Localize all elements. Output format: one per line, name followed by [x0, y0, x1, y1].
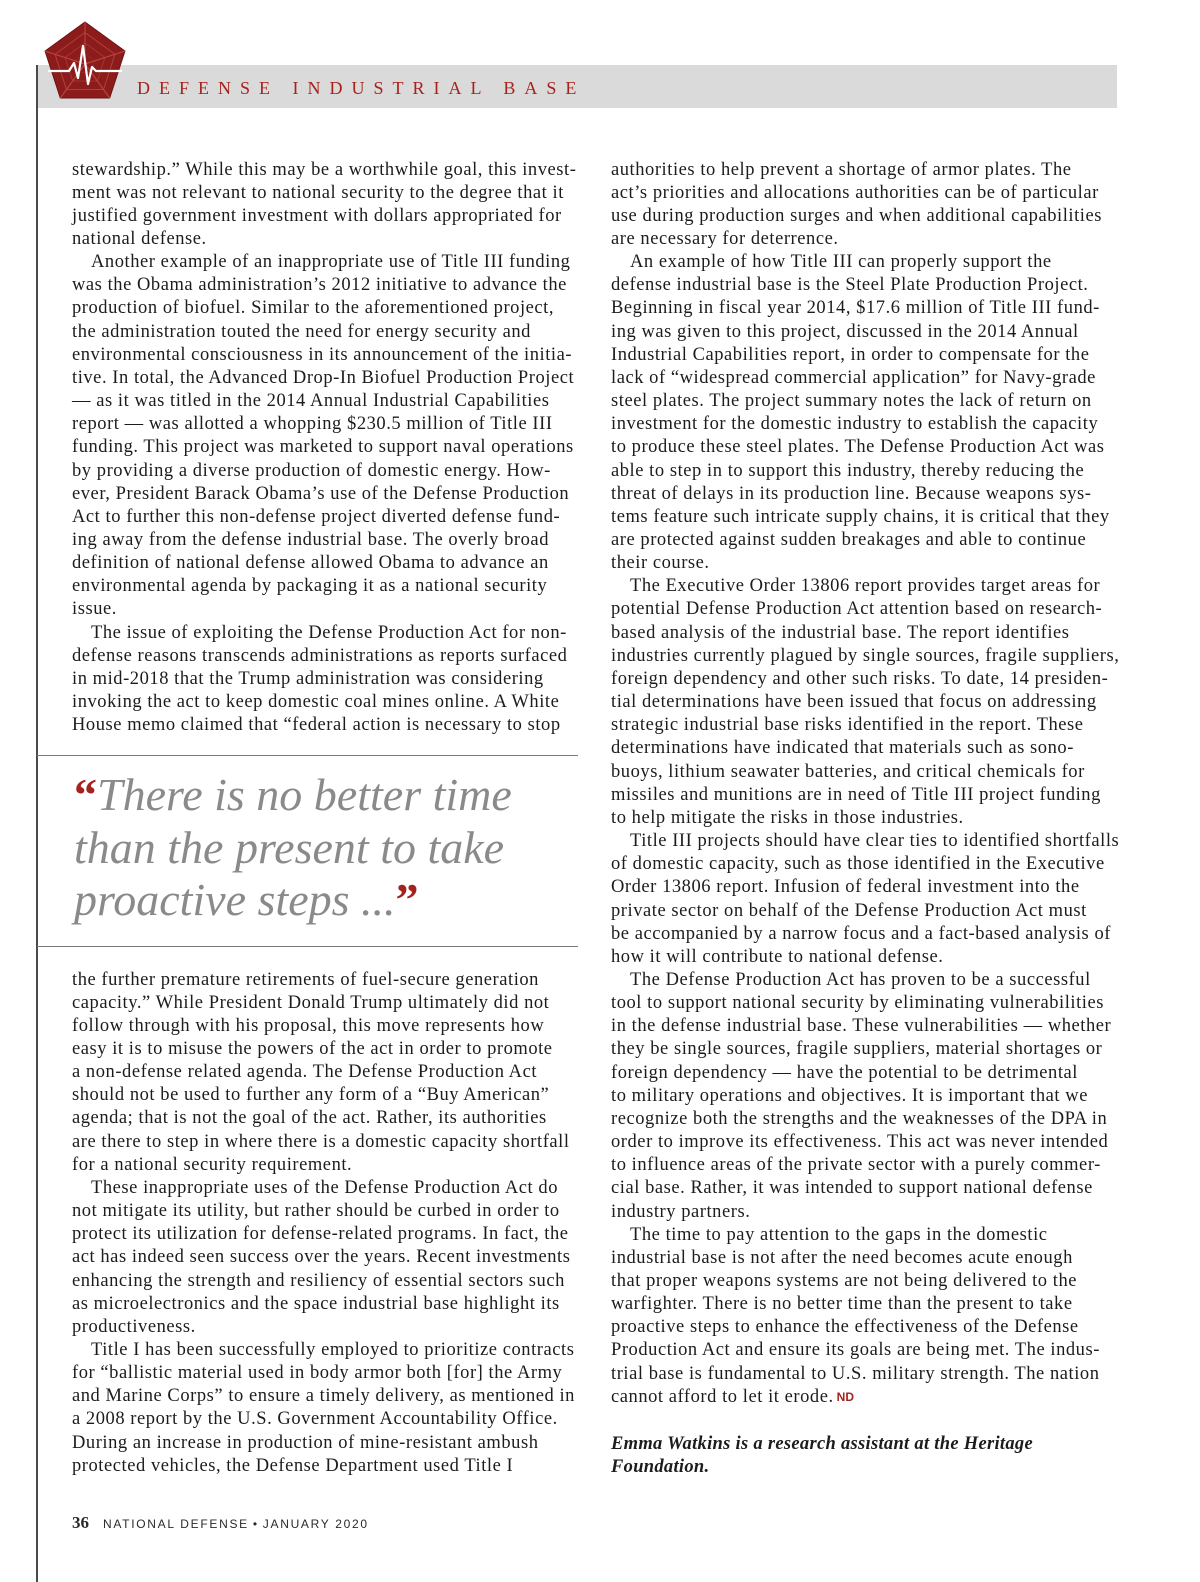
page-footer	[72, 1512, 369, 1534]
text-line	[611, 1386, 1117, 1409]
pull-quote-text: than the present to take	[74, 821, 505, 873]
text-line: industrial base is not after the need becomes acute enough	[611, 1247, 1073, 1268]
pull-quote-rule-top	[37, 755, 578, 756]
pull-quote-line	[74, 874, 512, 927]
text-line: ment was not relevant to national security to the degree that it	[72, 182, 564, 203]
text-line: was the Obama administration’s 2012 initiative to advance the	[72, 275, 567, 296]
text-line: act’s priorities and allocations authorities can be of particular	[611, 182, 1099, 203]
text-line: in mid-2018 that the Trump administration was considering	[72, 668, 544, 689]
text-line: buoys, lithium seawater batteries, and critical chemicals for	[611, 761, 1085, 782]
text-line: for “ballistic material used in body armor both [for] the Army	[72, 1363, 563, 1384]
text-line: capacity.” While President Donald Trump ultimately did not	[72, 992, 550, 1013]
text-line: not mitigate its utility, but rather should be curbed in order to	[72, 1201, 560, 1222]
text-line: stewardship.” While this may be a worthwhile goal, this invest-	[72, 159, 577, 180]
pentagon-logo-icon	[42, 18, 128, 104]
text-line: agenda; that is not the goal of the act. Rather, its authorities	[72, 1108, 547, 1129]
text-line: act has indeed seen success over the years. Recent investments	[72, 1247, 571, 1268]
close-quote-mark: ”	[395, 874, 419, 925]
text-line: enhancing the strength and resiliency of essential sectors such	[72, 1270, 565, 1291]
text-line: industry partners.	[611, 1201, 751, 1222]
text-line: Production Act and ensure its goals are being met. The indus-	[611, 1340, 1100, 1361]
text-line: ing was given to this project, discussed in the 2014 Annual	[611, 321, 1079, 342]
text-line: authorities to help prevent a shortage of armor plates. The	[611, 159, 1072, 180]
text-line: be accompanied by a narrow focus and a fact-based analysis of	[611, 923, 1111, 944]
paragraph	[72, 1177, 578, 1339]
text-line: of domestic capacity, such as those identified in the Executive	[611, 854, 1105, 875]
text-line: issue.	[72, 599, 117, 620]
text-line: report — was allotted a whopping $230.5 million of Title III	[72, 414, 553, 435]
text-line: to help mitigate the risks in those industries.	[611, 807, 964, 828]
text-line: the further premature retirements of fuel-secure generation	[72, 969, 539, 990]
text-line: order to improve its effectiveness. This act was never intended	[611, 1132, 1109, 1153]
text-line: by providing a diverse production of domestic energy. How-	[72, 460, 551, 481]
text-line: House memo claimed that “federal action is necessary to stop	[72, 715, 561, 736]
open-quote-mark: “	[74, 769, 97, 820]
right-column	[611, 159, 1120, 1409]
text-line: should not be used to further any form of a “Buy American”	[72, 1085, 550, 1106]
pull-quote-text: proactive steps ...	[74, 874, 396, 925]
text-line: invoking the act to keep domestic coal mines online. A White	[72, 692, 560, 713]
text-line: Order 13806 report. Infusion of federal investment into the	[611, 877, 1080, 898]
paragraph	[72, 1339, 578, 1478]
text-line: strategic industrial base risks identified in the report. These	[611, 715, 1084, 736]
end-of-article-mark: ND	[836, 1389, 855, 1404]
pull-quote	[74, 769, 512, 927]
text-line: Act to further this non-defense project diverted defense fund-	[72, 506, 561, 527]
text-line: as microelectronics and the space industrial base highlight its	[72, 1293, 560, 1314]
text-line: justified government investment with dollars appropriated for	[72, 205, 562, 226]
text-line: During an increase in production of mine-resistant ambush	[72, 1432, 539, 1453]
pull-quote-line	[74, 769, 512, 822]
text-line: funding. This project was marketed to support naval operations	[72, 437, 574, 458]
text-line: An example of how Title III can properly support the	[630, 252, 1052, 273]
text-line: foreign dependency and other such risks. To date, 14 presiden-	[611, 668, 1109, 689]
paragraph	[611, 575, 1120, 830]
text-line: able to step in to support this industry, thereby reducing the	[611, 460, 1085, 481]
text-line: Industrial Capabilities report, in order to compensate for the	[611, 344, 1090, 365]
left-column-top	[72, 159, 578, 738]
text-line: the administration touted the need for energy security and	[72, 321, 531, 342]
text-line: environmental agenda by packaging it as a national security	[72, 576, 548, 597]
paragraph	[72, 159, 578, 252]
text-line: private sector on behalf of the Defense Production Act must	[611, 900, 1087, 921]
text-line: These inappropriate uses of the Defense Production Act do	[91, 1177, 559, 1198]
text-line: tive. In total, the Advanced Drop-In Biofuel Production Project	[72, 367, 575, 388]
text-line: to military operations and objectives. It is important that we	[611, 1085, 1088, 1106]
text-line: are necessary for deterrence.	[611, 228, 839, 249]
text-line-content: cannot afford to let it erode.	[611, 1386, 834, 1407]
text-line: definition of national defense allowed Obama to advance an	[72, 553, 549, 574]
section-title: DEFENSE INDUSTRIAL BASE	[137, 78, 586, 98]
text-line: threat of delays in its production line. Because weapons sys-	[611, 483, 1092, 504]
text-line: — as it was titled in the 2014 Annual Industrial Capabilities	[72, 391, 550, 412]
text-line: a 2008 report by the U.S. Government Accountability Office.	[72, 1409, 558, 1430]
text-line: foreign dependency — have the potential to be detrimental	[611, 1062, 1078, 1083]
text-line: investment for the domestic industry to establish the capacity	[611, 414, 1099, 435]
text-line: The time to pay attention to the gaps in the domestic	[630, 1224, 1048, 1245]
text-line: productiveness.	[72, 1316, 196, 1337]
text-line: ever, President Barack Obama’s use of the Defense Production	[72, 483, 570, 504]
text-line: steel plates. The project summary notes the lack of return on	[611, 391, 1092, 412]
text-line: recognize both the strengths and the weaknesses of the DPA in	[611, 1108, 1108, 1129]
text-line: are there to step in where there is a domestic capacity shortfall	[72, 1131, 570, 1152]
paragraph	[611, 1224, 1117, 1409]
paragraph	[72, 622, 578, 738]
text-line: Beginning in fiscal year 2014, $17.6 million of Title III fund-	[611, 298, 1100, 319]
text-line: production of biofuel. Similar to the aforementioned project,	[72, 298, 555, 319]
text-line: easy it is to misuse the powers of the act in order to promote	[72, 1038, 553, 1059]
text-line: national defense.	[72, 228, 207, 249]
text-line: based analysis of the industrial base. The report identifies	[611, 622, 1070, 643]
paragraph	[72, 969, 578, 1177]
pull-quote-rule-bottom	[37, 946, 578, 947]
text-line: tool to support national security by eliminating vulnerabilities	[611, 993, 1104, 1014]
text-line: to produce these steel plates. The Defense Production Act was	[611, 437, 1105, 458]
text-line: how it will contribute to national defense.	[611, 946, 944, 967]
text-line: protected vehicles, the Defense Department used Title I	[72, 1455, 514, 1476]
text-line: and Marine Corps” to ensure a timely delivery, as mentioned in	[72, 1386, 575, 1407]
text-line: trial base is fundamental to U.S. military strength. The nation	[611, 1363, 1100, 1384]
text-line: their course.	[611, 553, 710, 574]
text-line: environmental consciousness in its announcement of the initia-	[72, 344, 573, 365]
text-line: follow through with his proposal, this move represents how	[72, 1015, 545, 1036]
text-line: ing away from the defense industrial base. The overly broad	[72, 530, 549, 550]
text-line: for a national security requirement.	[72, 1154, 353, 1175]
text-line: defense reasons transcends administrations as reports surfaced	[72, 645, 568, 666]
text-line: tial determinations have been issued that focus on addressing	[611, 692, 1097, 713]
issue-date: JANUARY 2020	[262, 1517, 369, 1531]
paragraph	[611, 969, 1117, 1224]
text-line: warfighter. There is no better time than the present to take	[611, 1294, 1073, 1315]
text-line: potential Defense Production Act attention based on research-	[611, 599, 1103, 620]
pull-quote-text: There is no better time	[97, 769, 512, 820]
text-line: that proper weapons systems are not being delivered to the	[611, 1271, 1078, 1291]
text-line: cial base. Rather, it was intended to support national defense	[611, 1178, 1093, 1199]
text-line: proactive steps to enhance the effectiveness of the Defense	[611, 1317, 1079, 1338]
left-column-bottom	[72, 969, 578, 1478]
paragraph	[72, 251, 578, 622]
text-line: lack of “widespread commercial application” for Navy-grade	[611, 367, 1096, 388]
text-line: in the defense industrial base. These vulnerabilities — whether	[611, 1016, 1112, 1037]
text-line: are protected against sudden breakages and able to continue	[611, 530, 1087, 550]
pull-quote-line	[74, 822, 512, 875]
text-line: Foundation.	[611, 1456, 710, 1477]
left-margin-rule	[36, 65, 38, 1582]
text-line: The Defense Production Act has proven to be a successful	[630, 969, 1091, 990]
paragraph	[611, 159, 1117, 252]
author-bio	[611, 1433, 1033, 1479]
text-line: determinations have indicated that materials such as sono-	[611, 738, 1074, 759]
publication-name: NATIONAL DEFENSE	[103, 1517, 249, 1531]
paragraph	[611, 830, 1120, 969]
text-line: industries currently plagued by single sources, fragile suppliers,	[611, 645, 1120, 666]
text-line: Title I has been successfully employed to prioritize contracts	[91, 1340, 575, 1360]
paragraph	[611, 251, 1117, 575]
text-line: tems feature such intricate supply chains, it is critical that they	[611, 506, 1110, 527]
text-line: The issue of exploiting the Defense Production Act for non-	[91, 622, 567, 643]
text-line: Emma Watkins is a research assistant at the Heritage	[611, 1433, 1033, 1454]
text-line: to influence areas of the private sector with a purely commer-	[611, 1155, 1101, 1176]
text-line: missiles and munitions are in need of Title III project funding	[611, 784, 1101, 805]
page-number: 36	[72, 1513, 89, 1532]
text-line: Title III projects should have clear ties to identified shortfalls	[630, 831, 1120, 852]
text-line: protect its utilization for defense-related programs. In fact, the	[72, 1224, 569, 1245]
text-line: defense industrial base is the Steel Plate Production Project.	[611, 275, 1089, 296]
text-line: Another example of an inappropriate use of Title III funding	[91, 252, 571, 273]
text-line: The Executive Order 13806 report provides target areas for	[630, 576, 1101, 597]
text-line: a non-defense related agenda. The Defense Production Act	[72, 1062, 538, 1083]
text-line: use during production surges and when additional capabilities	[611, 205, 1102, 226]
text-line: they be single sources, fragile suppliers, material shortages or	[611, 1039, 1103, 1060]
footer-separator: •	[252, 1517, 259, 1531]
